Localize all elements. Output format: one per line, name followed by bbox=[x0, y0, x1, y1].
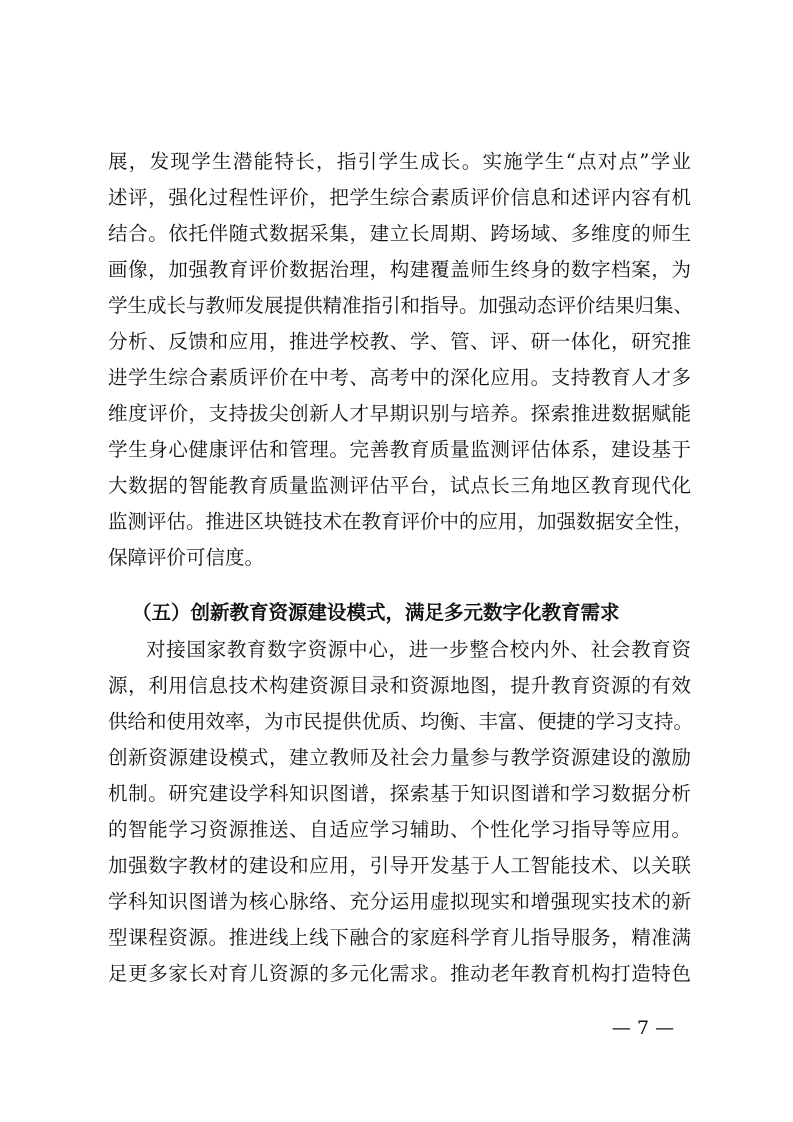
paragraph-line: 足更多家长对育儿资源的多元化需求。推动老年教育机构打造特色 bbox=[108, 962, 691, 985]
paragraph-line: 学科知识图谱为核心脉络、充分运用虚拟现实和增强现实技术的新 bbox=[108, 890, 691, 913]
paragraph-line: 大数据的智能教育质量监测评估平台，试点长三角地区教育现代化 bbox=[108, 474, 691, 497]
paragraph-line: 监测评估。推进区块链技术在教育评价中的应用，加强数据安全性， bbox=[108, 510, 694, 533]
section-heading: （五）创新教育资源建设模式，满足多元数字化教育需求 bbox=[132, 601, 620, 624]
paragraph-line: 对接国家教育数字资源中心，进一步整合校内外、社会教育资 bbox=[146, 638, 691, 661]
paragraph-line: 结合。依托伴随式数据采集，建立长周期、跨场域、多维度的师生 bbox=[108, 222, 691, 245]
paragraph-line: 加强数字教材的建设和应用，引导开发基于人工智能技术、以关联 bbox=[108, 854, 691, 877]
paragraph-line: 学生成长与教师发展提供精准指引和指导。加强动态评价结果归集、 bbox=[108, 294, 694, 317]
paragraph-line: 型课程资源。推进线上线下融合的家庭科学育儿指导服务，精准满 bbox=[108, 926, 691, 949]
paragraph-line: 创新资源建设模式，建立教师及社会力量参与教学资源建设的激励 bbox=[108, 746, 691, 769]
page-number: — 7 — bbox=[611, 1017, 675, 1039]
paragraph-line: 保障评价可信度。 bbox=[108, 546, 265, 569]
paragraph-line: 述评，强化过程性评价，把学生综合素质评价信息和述评内容有机 bbox=[108, 186, 691, 209]
paragraph-line: 展，发现学生潜能特长，指引学生成长。实施学生“点对点”学业 bbox=[108, 150, 691, 173]
paragraph-line: 学生身心健康评估和管理。完善教育质量监测评估体系，建设基于 bbox=[108, 438, 691, 461]
paragraph-line: 维度评价，支持拔尖创新人才早期识别与培养。探索推进数据赋能 bbox=[108, 402, 691, 425]
paragraph-line: 源，利用信息技术构建资源目录和资源地图，提升教育资源的有效 bbox=[108, 674, 691, 697]
paragraph-line: 画像，加强教育评价数据治理，构建覆盖师生终身的数字档案，为 bbox=[108, 258, 691, 281]
paragraph-line: 机制。研究建设学科知识图谱，探索基于知识图谱和学习数据分析 bbox=[108, 782, 691, 805]
paragraph-line: 的智能学习资源推送、自适应学习辅助、个性化学习指导等应用。 bbox=[108, 818, 691, 841]
paragraph-line: 分析、反馈和应用，推进学校教、学、管、评、研一体化，研究推 bbox=[108, 330, 691, 353]
paragraph-line: 供给和使用效率，为市民提供优质、均衡、丰富、便捷的学习支持。 bbox=[108, 710, 694, 733]
paragraph-line: 进学生综合素质评价在中考、高考中的深化应用。支持教育人才多 bbox=[108, 366, 691, 389]
